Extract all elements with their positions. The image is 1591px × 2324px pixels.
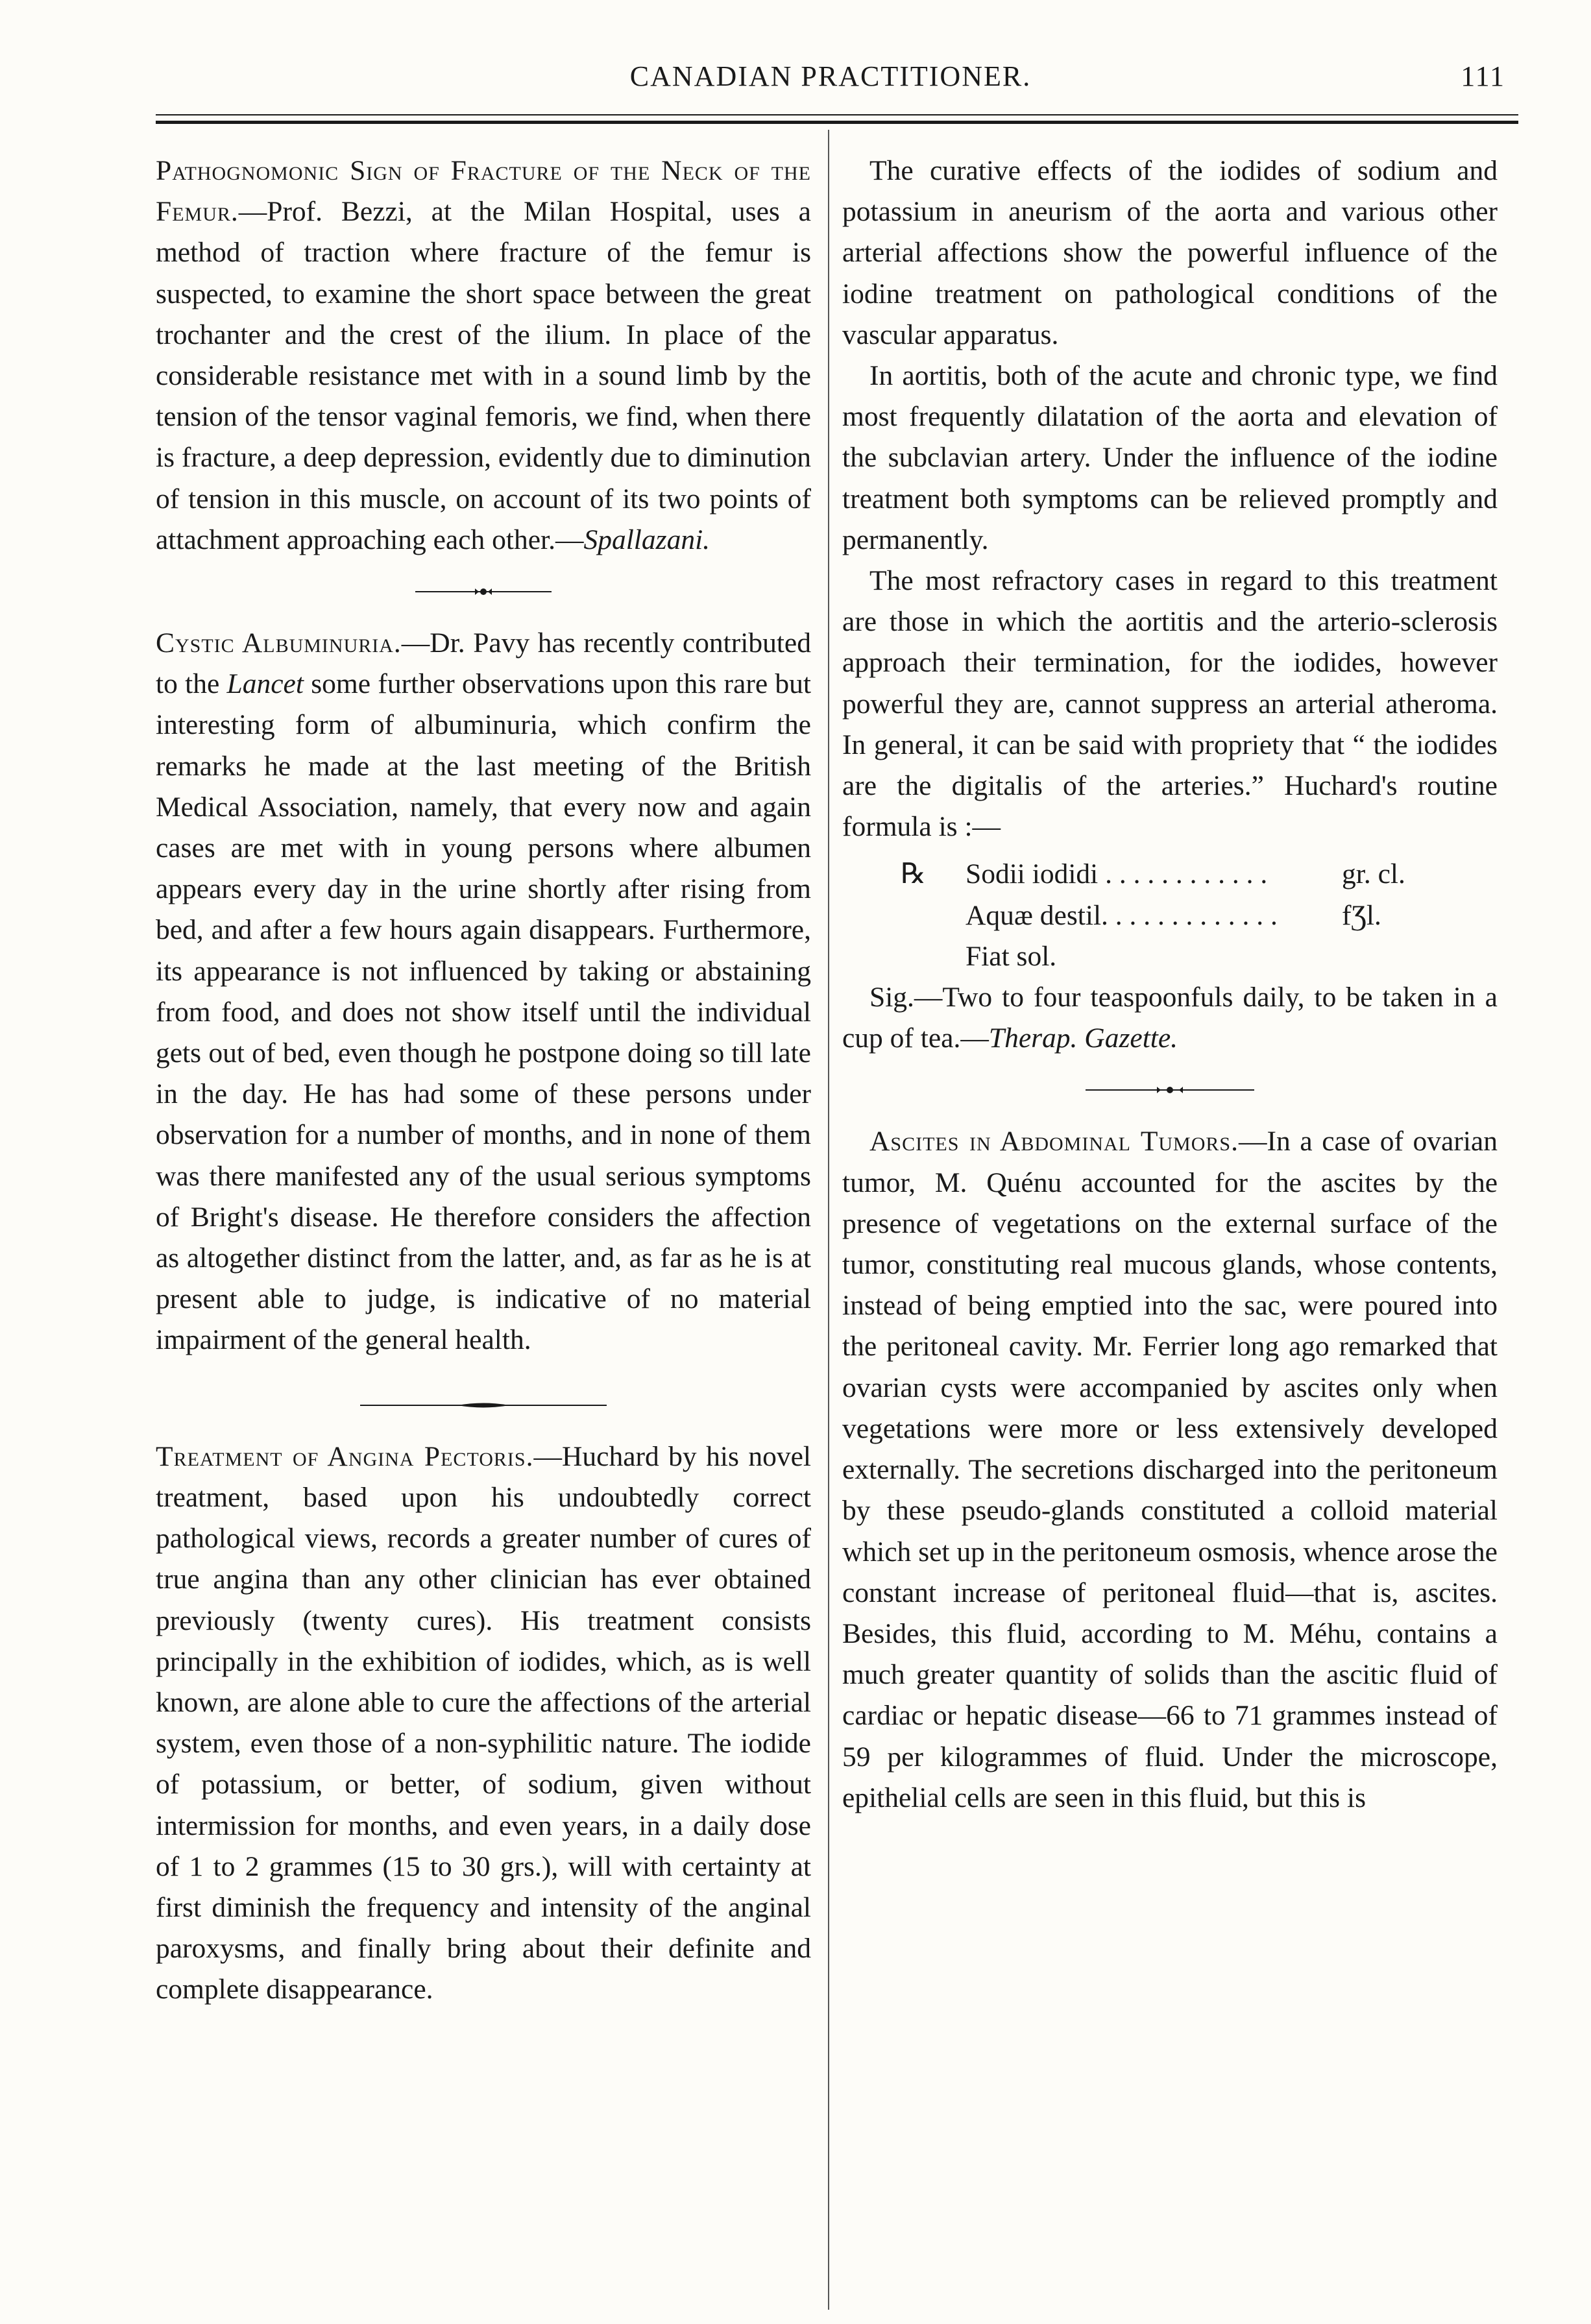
left-column: [156, 151, 811, 2011]
article-ascites-heading: Ascites in Abdominal Tumors.: [869, 1126, 1239, 1157]
article-ascites-body: —In a case of ovarian tumor, M. Quénu accounted for the ascites by the presence of vegetations on the external surface of the tumor, constituting real mucous glands, whose contents, instead of being emptied into the sac, were poured into the peritoneal cavity. Mr. Ferrier long ago remarked that ovarian cysts were accompanied by ascites only when vegetations were more or less extensively developed externally. The secretions discharged into the peritoneum by these pseudo-glands constituted a colloid material which set up in the peritoneum osmosis, whence arose the constant increase of peritoneal fluid—that is, ascites. Besides, this fluid, according to M. Méhu, contains a much greater quantity of solids than the ascitic fluid of cardiac or hepatic disease—66 to 71 grammes instead of 59 per kilogrammes of fluid. Under the microscope, epithelial cells are seen in this fluid, but this is: [842, 1126, 1498, 1813]
article-ascites: [842, 1121, 1498, 1818]
article-angina: [156, 1436, 811, 2011]
ornament-divider-icon: [360, 1401, 607, 1410]
header-rule-thin: [156, 114, 1518, 115]
ornament-divider-icon: [415, 587, 552, 596]
journal-title: CANADIAN PRACTITIONER.: [629, 60, 1032, 92]
article-femur-body: —Prof. Bezzi, at the Milan Hospital, uses a method of traction where fracture of the femur is suspected, to examine the short space between the great trochanter and the crest of the ilium. In place of the considerable resistance met with in a sound limb by the tension of the tensor vaginal femoris, we find, when there is fracture, a deep depression, evidently due to diminution of tension in this muscle, on account of its two points of attachment approaching each other.—: [156, 196, 811, 555]
prescription-instruction: Fiat sol.: [966, 940, 1057, 972]
article-angina-para-3: In aortitis, both of the acute and chronic type, we find most frequently dilatation of the aorta and elevation of the subclavian artery. Under the influence of the iodine treatment both symptoms can be relieved promptly and permanently.: [842, 360, 1498, 555]
ornament-divider: [156, 1374, 811, 1436]
column-divider: [828, 130, 829, 2310]
article-angina-para-2: The curative effects of the iodides of sodium and potassium in aneurism of the aorta and various other arterial affections show the powerful influence of the iodine treatment on pathological conditions of the vascular apparatus.: [842, 155, 1498, 350]
prescription-dose: fƷl.: [1342, 899, 1381, 931]
article-albuminuria-body-2: some further observations upon this rare but interesting form of albuminuria, which confirm the remarks he made at the last meeting of the British Medical Association, namely, that every now and again cases are met with in young persons where albumen appears every day in the urine shortly after rising from bed, and after a few hours again disappears. Furthermore, its appearance is not influenced by taking or abstaining from food, and does not show itself until the individual gets out of bed, even though he postpone doing so till late in the day. He has had some of these persons under observation for a number of months, and in none of them was there manifested any of the usual serious symptoms of Bright's disease. He therefore considers the affection as altogether distinct from the latter, and, as far as he is at present able to judge, is indicative of no material impairment of the general health.: [156, 668, 811, 1356]
article-angina-body: —Huchard by his novel treatment, based upon his undoubtedly correct pathological views, records a greater number of cures of true angina than any other clinician has ever obtained previously (twenty cures). His treatment consists principally in the exhibition of iodides, which, as is well known, are alone able to cure the affections of the arterial system, even those of a non-syphilitic nature. The iodide of potassium, or better, of sodium, given without intermission for months, and even years, in a daily dose of 1 to 2 grammes (15 to 30 grs.), will with certainty at first diminish the frequency and intensity of the anginal paroxysms, and finally bring about their definite and complete disappearance.: [156, 1440, 811, 2005]
prescription-line: [842, 936, 1498, 977]
prescription-line: [842, 854, 1498, 895]
article-angina-sig: [842, 977, 1498, 1059]
ornament-divider: [156, 561, 811, 623]
prescription-dose: gr. cl.: [1342, 858, 1405, 890]
recipe-symbol: ℞: [901, 858, 926, 890]
running-head: [156, 60, 1505, 105]
page-number: 111: [1461, 60, 1505, 92]
right-column: [842, 151, 1498, 1819]
article-femur: [156, 151, 811, 561]
header-rule-thick: [156, 121, 1518, 124]
article-albuminuria-journal: Lancet: [226, 668, 304, 700]
ornament-divider-icon: [1086, 1085, 1254, 1095]
article-femur-heading: Pathognomonic Sign of Fracture of the Neck of the Femur.: [156, 155, 811, 228]
prescription-line: [842, 895, 1498, 936]
article-angina-sig-text: Sig.—Two to four teaspoonfuls daily, to be taken in a cup of tea.—: [842, 982, 1498, 1054]
article-albuminuria-body-1: —Dr. Pavy has recently contributed to the: [156, 627, 811, 700]
article-albuminuria: [156, 623, 811, 1361]
prescription-ingredient: Sodii iodidi . . . . . . . . . . . .: [966, 858, 1268, 890]
article-femur-source: Spallazani.: [583, 524, 710, 555]
ornament-divider: [842, 1059, 1498, 1121]
article-angina-para-4: The most refractory cases in regard to this treatment are those in which the aortitis and the arterio-sclerosis approach their termination, for the iodides, however powerful they are, cannot suppress an arterial atheroma. In general, it can be said with propriety that “ the iodides are the digitalis of the arteries.” Huchard's routine formula is :—: [842, 565, 1498, 843]
article-angina-source: Therap. Gazette.: [988, 1023, 1178, 1054]
article-angina-heading: Treatment of Angina Pectoris.: [156, 1440, 534, 1472]
article-albuminuria-heading: Cystic Albuminuria.: [156, 627, 402, 659]
prescription-ingredient: Aquæ destil. . . . . . . . . . . . .: [966, 899, 1278, 931]
prescription: [842, 854, 1498, 977]
